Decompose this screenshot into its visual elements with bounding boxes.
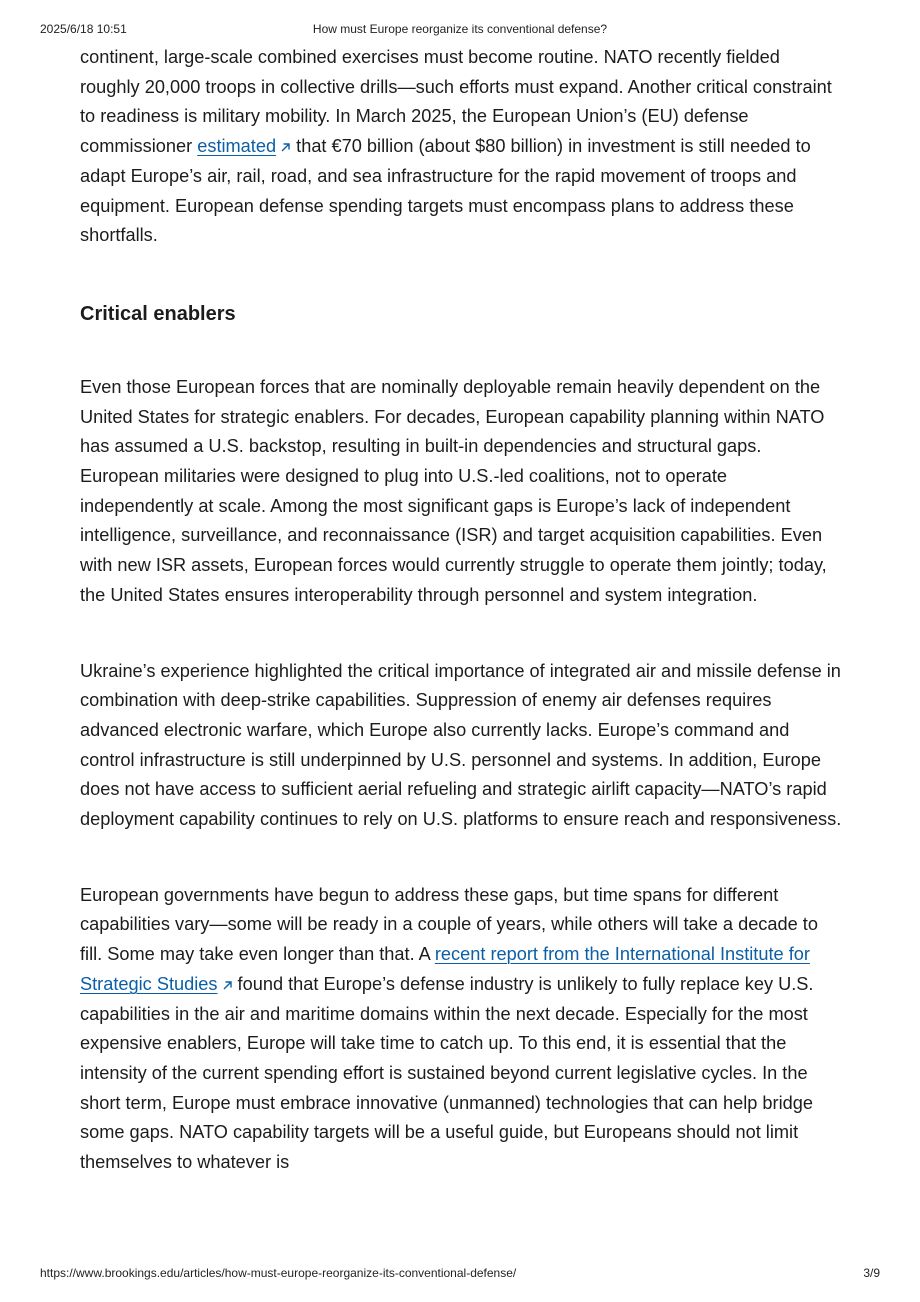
paragraph-text: found that Europe’s defense industry is unlikely to fully replace key U.S. capabilities in the air and maritime domains within the next decade. Especially for the most expensive enablers, Europe will take time to catch up. To this end, it is essential that the intensity of the current spending effort is sustained beyond current legislative cycles. In the short term, Europe must embrace innovative (unmanned) technologies that can help bridge some gaps. NATO capability targets will be a useful guide, but Europeans should not limit themselves to whatever is — [80, 973, 814, 1173]
paragraph-strategic-enablers: Even those European forces that are nominally deployable remain heavily dependent on the United States for strategic enablers. For decades, European capability planning within NATO has assumed a U.S. backstop, resulting in built-in dependencies and structural gaps. European militaries were designed to plug into U.S.-led coalitions, not to operate independently at scale. Among the most significant gaps is Europe’s lack of independent intelligence, surveillance, and reconnaissance (ISR) and target acquisition capabilities. Even with new ISR assets, European forces would currently struggle to operate them jointly; today, the United States ensures interoperability through personnel and system integration. — [80, 376, 827, 605]
paragraph-ukraine-experience: Ukraine’s experience highlighted the critical importance of integrated air and missile defense in combination with deep-strike capabilities. Suppression of enemy air defenses requires advanced electronic warfare, which Europe also currently lacks. Europe’s command and control infrastructure is still underpinned by U.S. personnel and systems. In addition, Europe does not have access to sufficient aerial refueling and strategic airlift capacity—NATO’s rapid deployment capability continues to rely on U.S. platforms to ensure reach and responsiveness. — [80, 660, 842, 830]
estimated-link[interactable]: estimated — [197, 136, 291, 156]
external-link-icon — [222, 980, 233, 991]
print-page-title: How must Europe reorganize its conventional defense? — [312, 22, 608, 36]
print-footer — [40, 1266, 880, 1282]
article-body — [80, 43, 842, 1178]
paragraph-text: European governments have begun to address these gaps, but time spans for different capabilities vary—some will be ready in a couple of years, while others will take a decade to fill. Some may take even longer than that. A — [80, 884, 818, 965]
paragraph-text: that €70 billion (about $80 billion) in investment is still needed to adapt Europe’s air, rail, road, and sea infrastructure for the rapid movement of troops and equipment. European defense spending targets must encompass plans to address these shortfalls. — [80, 136, 811, 246]
section-heading-critical-enablers: Critical enablers — [80, 302, 236, 325]
print-page-number: 3/9 — [863, 1266, 880, 1280]
paragraph-capability-gaps — [80, 881, 842, 1178]
external-link-icon — [280, 142, 291, 153]
paragraph-mobility — [80, 43, 842, 251]
print-datetime: 2025/6/18 10:51 — [40, 22, 127, 36]
paragraph-text: continent, large-scale combined exercises must become routine. NATO recently fielded roughly 20,000 troops in collective drills—such efforts must expand. Another critical constraint to readiness is military mobility. In March 2025, the European Union’s (EU) defense commissioner — [80, 47, 832, 157]
iiss-report-link[interactable]: recent report from the International Institute for Strategic Studies — [80, 944, 810, 994]
print-header — [40, 22, 880, 38]
print-url: https://www.brookings.edu/articles/how-must-europe-reorganize-its-conventional-defense/ — [40, 1266, 517, 1280]
